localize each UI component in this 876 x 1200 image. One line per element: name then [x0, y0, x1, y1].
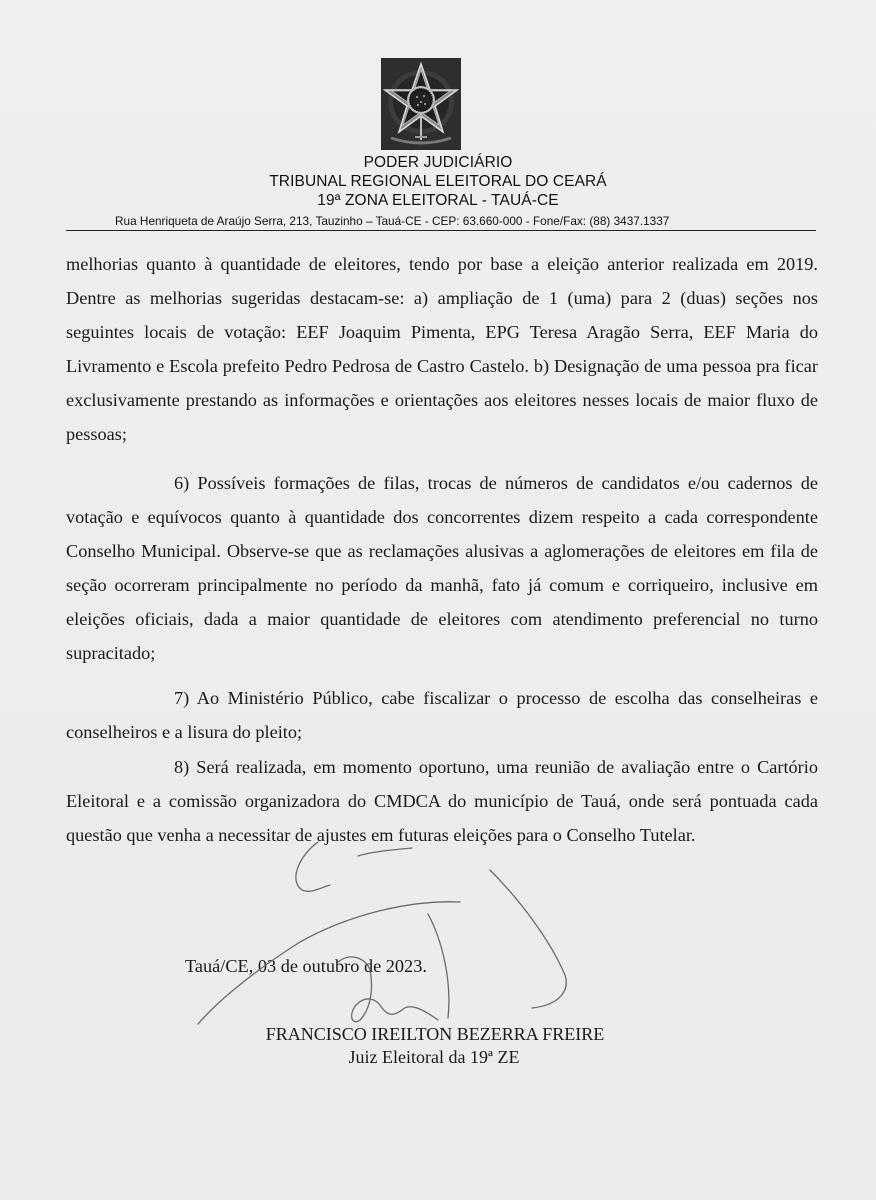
- header-divider: [66, 230, 816, 231]
- paragraph-item-6: 6) Possíveis formações de filas, trocas de números de candidatos e/ou cadernos de votação e equívocos quanto à quantidade dos concorrentes dizem respeito a cada correspondente Conselho Municipal. Observe-se que as reclamações alusivas a aglomerações de eleitores em fila de seção ocorreram principalmente no período da manhã, fato já comum e corriqueiro, inclusive em eleições oficiais, dada a maior quantidade de eleitores com atendimento preferencial no turno supracitado;: [66, 473, 818, 663]
- paragraph-item-8: 8) Será realizada, em momento oportuno, uma reunião de avaliação entre o Cartório Eleitoral e a comissão organizadora do CMDCA do município de Tauá, onde será pontuada cada questão que venha a necessitar de ajustes em futuras eleições para o Conselho Tutelar.: [66, 757, 818, 845]
- header-zone: 19ª ZONA ELEITORAL - TAUÁ-CE: [317, 192, 559, 209]
- coat-of-arms-icon: [381, 58, 461, 150]
- paragraph-continuation: melhorias quanto à quantidade de eleitores, tendo por base a eleição anterior realizada em 2019. Dentre as melhorias sugeridas destacam-se: a) ampliação de 1 (uma) para 2 (duas) seções nos seguintes locais de votação: EEF Joaquim Pimenta, EPG Teresa Aragão Serra, EEF Maria do Livramento e Escola prefeito Pedro Pedrosa de Castro Castelo. b) Designação de uma pessoa pra ficar exclusivamente prestando as informações e orientações aos eleitores nesses locais de maior fluxo de pessoas;: [66, 254, 818, 444]
- handwritten-signature: [180, 830, 600, 1040]
- place-and-date: Tauá/CE, 03 de outubro de 2023.: [185, 956, 427, 976]
- header-court: TRIBUNAL REGIONAL ELEITORAL DO CEARÁ: [269, 173, 607, 190]
- signatory-name: FRANCISCO IREILTON BEZERRA FREIRE: [265, 1024, 605, 1044]
- paragraph-item-7: 7) Ao Ministério Público, cabe fiscalizar o processo de escolha das conselheiras e conselheiros e a lisura do pleito;: [66, 688, 818, 742]
- header-address: Rua Henriqueta de Araújo Serra, 213, Tauzinho – Tauá-CE - CEP: 63.660-000 - Fone/Fax: (88) 3437.1337: [115, 214, 670, 228]
- signatory-role: Juiz Eleitoral da 19ª ZE: [348, 1047, 520, 1067]
- header-institution: PODER JUDICIÁRIO: [363, 154, 513, 171]
